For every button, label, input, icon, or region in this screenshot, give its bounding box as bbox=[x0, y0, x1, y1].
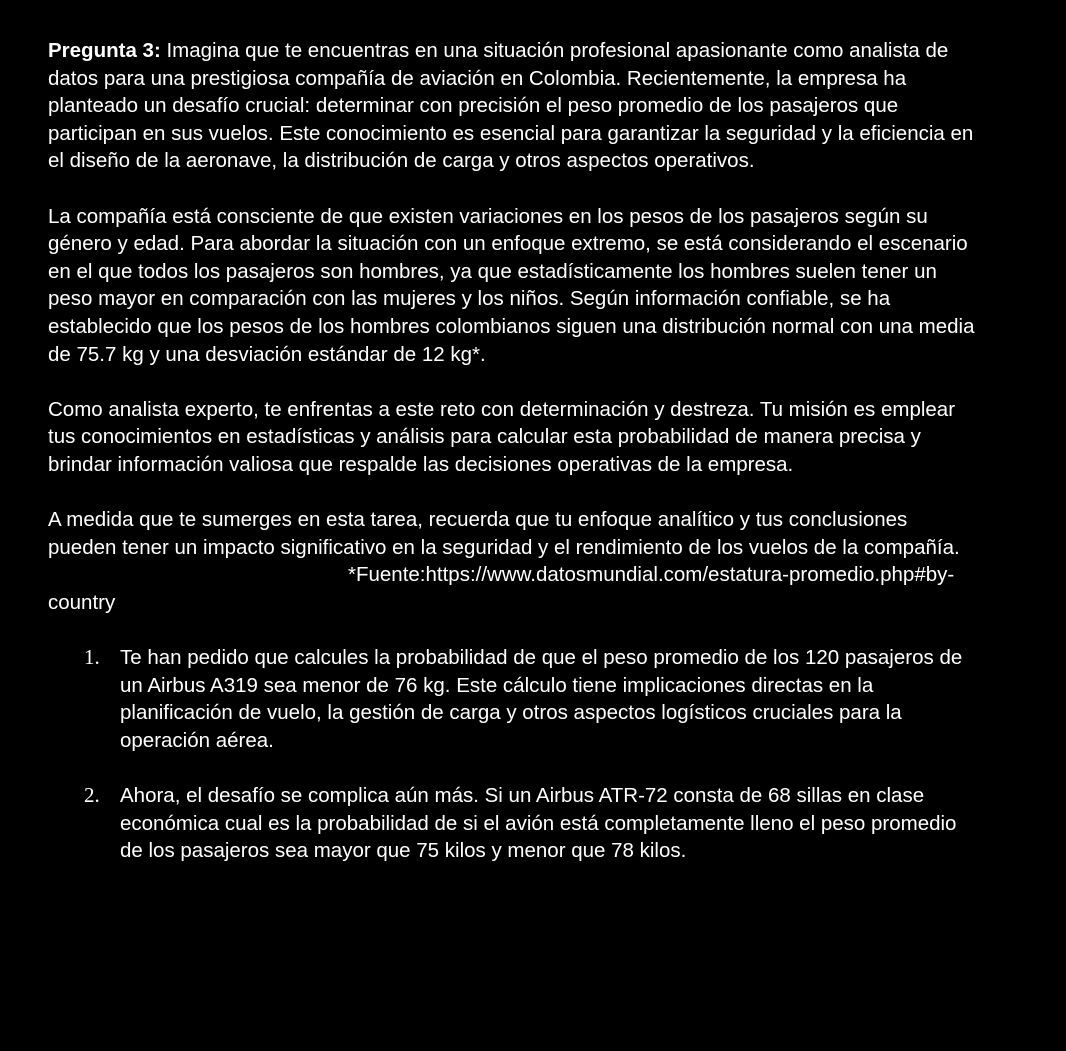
intro-text: Imagina que te encuentras en una situación profesional apasionante como analista de datos para una prestigiosa compañía de aviación en Colombia. Recientemente, la empresa ha planteado un desafío crucial: determinar con precisión el peso promedio de los pasajeros que participan en sus vuelos. Este conocimiento es esencial para garantizar la seguridad y la eficiencia en el diseño de la aeronave, la distribución de carga y otros aspectos operativos. bbox=[48, 39, 974, 173]
intro-paragraph bbox=[48, 37, 978, 175]
source-citation: *Fuente:https://www.datosmundial.com/estatura-promedio.php#by-country bbox=[48, 563, 955, 614]
item-text: Te han pedido que calcules la probabilidad de que el peso promedio de los 120 pasajeros de un Airbus A319 sea menor de 76 kg. Este cálculo tiene implicaciones directas en la planificación de vuelo, la gestión de carga y otros aspectos logísticos cruciales para la operación aérea. bbox=[120, 646, 963, 752]
list-item bbox=[48, 782, 978, 865]
document-body bbox=[48, 37, 978, 892]
question-list bbox=[48, 644, 978, 865]
item-number: 1. bbox=[84, 645, 100, 670]
item-text: Ahora, el desafío se complica aún más. Si un Airbus ATR-72 consta de 68 sillas en clase económica cual es la probabilidad de si el avión está completamente lleno el peso promedio de los pasajeros sea mayor que 75 kilos y menor que 78 kilos. bbox=[120, 784, 957, 863]
item-number: 2. bbox=[84, 783, 100, 808]
closing-paragraph: A medida que te sumerges en esta tarea, recuerda que tu enfoque analítico y tus conclusiones pueden tener un impacto significativo en la seguridad y el rendimiento de los vuelos de la compañía. bbox=[48, 508, 960, 559]
mission-paragraph: Como analista experto, te enfrentas a este reto con determinación y destreza. Tu misión es emplear tus conocimientos en estadísticas y análisis para calcular esta probabilidad de manera precisa y brindar información valiosa que respalde las decisiones operativas de la empresa. bbox=[48, 397, 956, 476]
question-label: Pregunta 3: bbox=[48, 39, 161, 62]
list-item bbox=[48, 644, 978, 754]
context-paragraph: La compañía está consciente de que existen variaciones en los pesos de los pasajeros según su género y edad. Para abordar la situación con un enfoque extremo, se está considerando el escenario en el que todos los pasajeros son hombres, ya que estadísticamente los hombres suelen tener un peso mayor en comparación con las mujeres y los niños. Según información confiable, se ha establecido que los pesos de los hombres colombianos siguen una distribución normal con una media de 75.7 kg y una desviación estándar de 12 kg*. bbox=[48, 204, 975, 366]
